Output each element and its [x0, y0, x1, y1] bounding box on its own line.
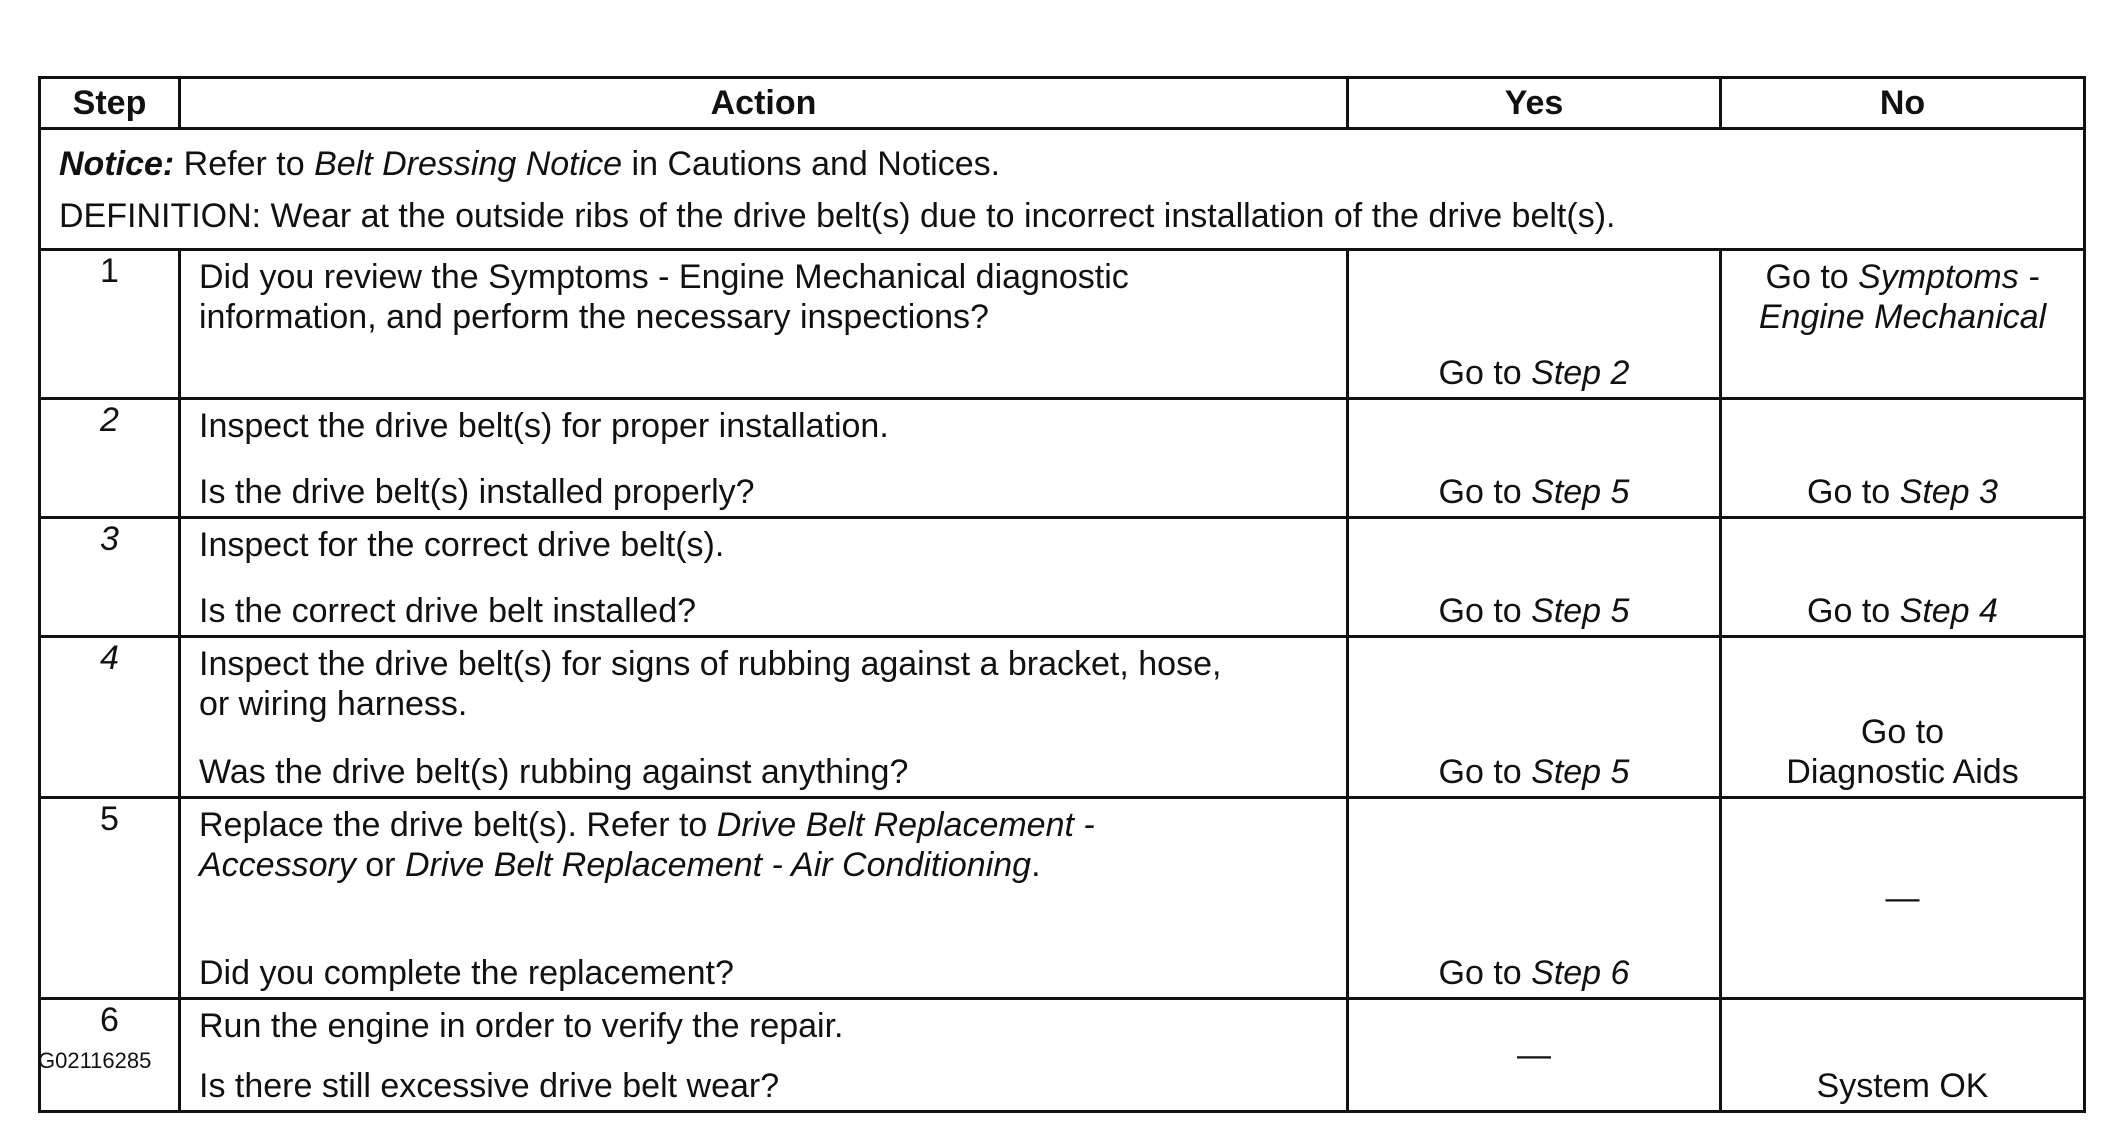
yes-ref: Step 5 — [1531, 473, 1630, 511]
no-cell — [1721, 518, 2085, 637]
action-text-part: or — [355, 846, 405, 884]
action-question: Is there still excessive drive belt wear? — [199, 1067, 780, 1105]
no-text: Diagnostic Aids — [1786, 753, 2019, 791]
action-text-part: Replace the drive belt(s). Refer to — [199, 806, 717, 844]
notice-text-after: in Cautions and Notices. — [622, 145, 1001, 183]
step-number: 4 — [40, 637, 180, 798]
action-cell — [180, 999, 1348, 1112]
step-number: 6 — [40, 999, 180, 1112]
no-text: System OK — [1816, 1067, 1989, 1105]
notice-cell — [40, 129, 2085, 250]
step-number: 3 — [40, 518, 180, 637]
yes-prefix: Go to — [1438, 473, 1532, 511]
yes-link — [1349, 353, 1719, 393]
table-row — [40, 637, 2085, 798]
yes-ref: Step 5 — [1531, 753, 1630, 791]
yes-cell — [1348, 999, 1721, 1112]
action-text: Inspect the drive belt(s) for proper installation. — [199, 407, 889, 445]
action-ref: Drive Belt Replacement - Air Conditioning — [404, 846, 1032, 884]
yes-cell — [1348, 250, 1721, 399]
no-ref: Step 4 — [1899, 592, 1998, 630]
action-ref: Accessory — [199, 846, 356, 884]
no-ref: Engine Mechanical — [1758, 298, 2047, 336]
notice-text-before: Refer to — [174, 145, 315, 183]
action-text: Run the engine in order to verify the repair. — [199, 1007, 844, 1045]
table-row — [40, 518, 2085, 637]
no-cell — [1721, 250, 2085, 399]
header-no: No — [1721, 78, 2085, 129]
no-link — [1722, 591, 2083, 631]
yes-prefix: Go to — [1438, 592, 1532, 630]
notice-label: Notice: — [59, 145, 175, 183]
action-text: Inspect the drive belt(s) for signs of rubbing against a bracket, hose, — [199, 645, 1222, 683]
figure-caption: G02116285 — [38, 1048, 152, 1073]
yes-prefix: Go to — [1438, 753, 1532, 791]
yes-cell — [1348, 637, 1721, 798]
no-prefix: Go to — [1765, 258, 1859, 296]
yes-link — [1349, 472, 1719, 512]
no-cell — [1721, 399, 2085, 518]
no-cell — [1721, 798, 2085, 999]
diagnostic-table-container — [38, 76, 2083, 1113]
action-cell — [180, 399, 1348, 518]
no-link — [1730, 257, 2075, 297]
action-cell — [180, 518, 1348, 637]
yes-ref: Step 2 — [1531, 354, 1630, 392]
action-question: Is the correct drive belt installed? — [199, 592, 697, 630]
table-row — [40, 399, 2085, 518]
no-text: Go to — [1860, 713, 1945, 751]
action-question: Did you complete the replacement? — [199, 954, 734, 992]
header-step: Step — [40, 78, 180, 129]
yes-link — [1349, 953, 1719, 993]
header-yes: Yes — [1348, 78, 1721, 129]
action-text: Inspect for the correct drive belt(s). — [199, 526, 725, 564]
yes-prefix: Go to — [1438, 354, 1532, 392]
no-cell — [1721, 637, 2085, 798]
yes-prefix: Go to — [1438, 954, 1532, 992]
notice-row — [40, 129, 2085, 250]
no-cell — [1721, 999, 2085, 1112]
header-action: Action — [180, 78, 1348, 129]
table-row — [40, 250, 2085, 399]
definition-line: DEFINITION: Wear at the outside ribs of the drive belt(s) due to incorrect installation of the drive belt(s). — [59, 197, 1616, 235]
yes-cell — [1348, 399, 1721, 518]
step-number: 1 — [40, 250, 180, 399]
yes-ref: Step 5 — [1531, 592, 1630, 630]
step-number: 5 — [40, 798, 180, 999]
no-prefix: Go to — [1807, 592, 1900, 630]
yes-cell — [1348, 798, 1721, 999]
action-cell — [180, 798, 1348, 999]
no-dash: — — [1885, 879, 1920, 917]
no-prefix: Go to — [1807, 473, 1900, 511]
action-text-part: . — [1031, 846, 1041, 884]
action-cell — [180, 250, 1348, 399]
action-cell — [180, 637, 1348, 798]
notice-line — [59, 138, 2065, 190]
yes-ref: Step 6 — [1531, 954, 1630, 992]
no-ref: Symptoms - — [1858, 258, 2040, 296]
no-link — [1722, 712, 2083, 792]
action-question: Was the drive belt(s) rubbing against anything? — [199, 753, 909, 791]
step-number: 2 — [40, 399, 180, 518]
action-text: Did you review the Symptoms - Engine Mechanical diagnostic — [199, 258, 1129, 296]
action-ref: Drive Belt Replacement - — [716, 806, 1095, 844]
yes-link — [1349, 752, 1719, 792]
header-row — [40, 78, 2085, 129]
notice-ref: Belt Dressing Notice — [314, 145, 623, 183]
action-question: Is the drive belt(s) installed properly? — [199, 473, 755, 511]
yes-link — [1349, 591, 1719, 631]
no-link — [1722, 472, 2083, 512]
action-text — [199, 805, 1328, 845]
action-text: or wiring harness. — [199, 685, 468, 723]
action-text — [199, 845, 1328, 885]
yes-cell — [1348, 518, 1721, 637]
diagnostic-table — [38, 76, 2086, 1113]
no-ref: Step 3 — [1899, 473, 1998, 511]
table-row — [40, 999, 2085, 1112]
table-row — [40, 798, 2085, 999]
yes-dash: — — [1517, 1036, 1551, 1074]
action-text: information, and perform the necessary inspections? — [199, 298, 989, 336]
